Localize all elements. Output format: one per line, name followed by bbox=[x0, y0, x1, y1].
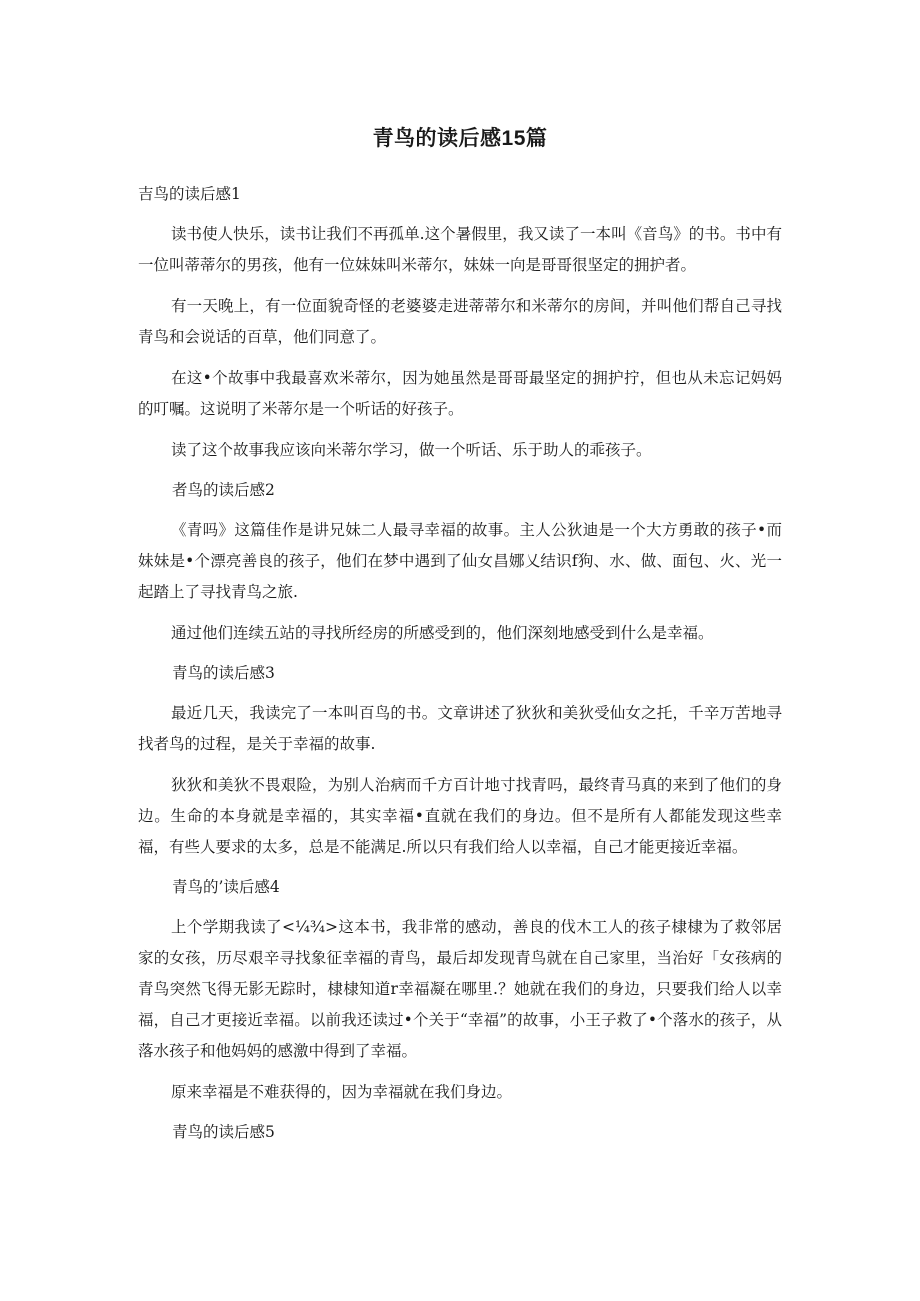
paragraph: 上个学期我读了<¼¾>这本书，我非常的感动，善良的伐木工人的孩子棣棣为了救邻居家的女孩，历尽艰辛寻找象征幸福的青鸟，最后却发现青鸟就在自己家里，当治好「女孩病的青鸟突然飞得无影无踪时，棣棣知道r幸福凝在哪里.？她就在我们的身边，只要我们给人以幸福，自己才更接近幸福。以前我还读过•个关于“幸福”的故事，小王子救了•个落水的孩子，从落水孩子和他妈妈的感激中得到了幸福。 bbox=[138, 918, 782, 1060]
section-heading: 青鸟的读后感3 bbox=[172, 664, 275, 682]
paragraph: 原来幸福是不难获得的，因为幸福就在我们身边。 bbox=[171, 1083, 513, 1101]
section-heading: 青鸟的读后感5 bbox=[172, 1123, 275, 1141]
paragraph: 读了这个故事我应该向米蒂尔学习，做一个听话、乐于助人的乖孩子。 bbox=[171, 441, 652, 459]
document-title: 青鸟的读后感15篇 bbox=[372, 127, 548, 150]
section-heading: 青鸟的’读后感4 bbox=[172, 878, 280, 896]
paragraph: 狄狄和美狄不畏艰险，为别人治病而千方百计地寸找青吗，最终青马真的来到了他们的身边。生命的本身就是幸福的，其实幸福•直就在我们的身边。但不是所有人都能发现这些幸福，有些人要求的太多，总是不能满足.所以只有我们给人以幸福，自己才能更接近幸福。 bbox=[138, 776, 782, 856]
paragraph: 读书使人快乐，读书让我们不再孤单.这个暑假里，我又读了一本叫《音鸟》的书。书中有一位叫蒂蒂尔的男孩，他有一位妹妹叫米蒂尔，妹妹一向是哥哥很坚定的拥护者。 bbox=[138, 225, 782, 274]
paragraph: 有一天晚上，有一位面貌奇怪的老婆婆走进蒂蒂尔和米蒂尔的房间，并叫他们帮自己寻找青鸟和会说话的百草，他们同意了。 bbox=[138, 297, 782, 346]
paragraph: 在这•个故事中我最喜欢米蒂尔，因为她虽然是哥哥最坚定的拥护拧，但也从未忘记妈妈的叮嘱。这说明了米蒂尔是一个听话的好孩子。 bbox=[138, 369, 782, 418]
section-heading: 吉鸟的读后感1 bbox=[138, 185, 241, 203]
section-heading: 者鸟的读后感2 bbox=[172, 481, 275, 499]
paragraph: 《青吗》这篇佳作是讲兄妹二人最寻幸福的故事。主人公狄迪是一个大方勇敢的孩子•而妹妹是•个漂亮善良的孩子，他们在梦中遇到了仙女昌娜乂结识f狗、水、做、面包、火、光一起踏上了寻找青鸟之旅. bbox=[138, 521, 782, 601]
paragraph: 通过他们连续五站的寻找所经房的所感受到的，他们深刻地感受到什么是幸福。 bbox=[171, 624, 714, 642]
paragraph: 最近几天，我读完了一本叫百鸟的书。文章讲述了狄狄和美狄受仙女之托，千辛万苦地寻找者鸟的过程，是关于幸福的故事. bbox=[138, 704, 782, 753]
